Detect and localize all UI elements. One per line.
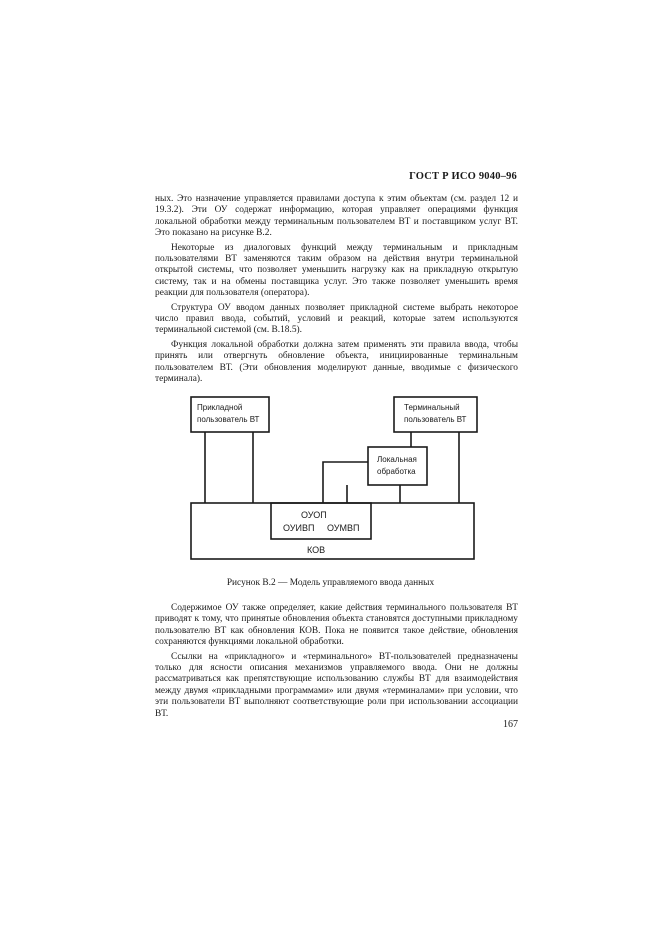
page-number: 167	[503, 719, 518, 730]
local-label-2: обработка	[377, 467, 416, 476]
inner-label-1: ОУОП	[301, 510, 327, 520]
inner-ou-box	[271, 503, 371, 539]
document-header: ГОСТ Р ИСО 9040–96	[409, 171, 517, 182]
terminal-user-label-2: пользователь ВТ	[404, 415, 467, 424]
local-processing-box	[368, 447, 427, 485]
paragraph: Функция локальной обработки должна затем применять эти правила ввода, чтобы принять или отвергнуть обновление объекта, инициированные терминальным пользователем ВТ. (Эти обновления моделируют данные, вводимые с физического терминала).	[155, 339, 518, 385]
app-user-box	[191, 397, 269, 432]
inner-label-2a: ОУИВП	[283, 523, 315, 533]
inner-label-2b: ОУМВП	[327, 523, 360, 533]
figure-caption: Рисунок В.2 — Модель управляемого ввода данных	[226, 578, 435, 588]
local-to-inner-line	[323, 462, 368, 503]
paragraph: Содержимое ОУ также определяет, какие действия терминального пользователя ВТ приводят к тому, что принятые обновления объекта становятся доступными прикладному пользователю ВТ как обновления КОВ. Пока не появится такое действие, обновления сохраняются функциями локальной обработки.	[155, 603, 518, 648]
terminal-user-box	[394, 397, 477, 432]
app-user-label-2: пользователь ВТ	[197, 415, 260, 424]
paragraph: Ссылки на «прикладного» и «терминального» ВТ-пользователей предназначены только для ясности описания механизмов управляемого ввода. Они не должны рассматриваться как препятствующие использованию службы ВТ для взаимодействия между двумя «прикладными программами» или двумя «терминалами» при условии, что эти пользователи ВТ выполняют соответствующие роли при использовании ассоциации ВТ.	[155, 651, 518, 719]
terminal-user-label-1: Терминальный	[404, 403, 460, 412]
kov-label: КОВ	[307, 545, 326, 555]
app-user-label-1: Прикладной	[197, 403, 243, 412]
paragraph: Некоторые из диалоговых функций между терминальным и прикладным пользователями ВТ заменяются таким образом на действия внутри терминальной открытой системы, что позволяет уменьшить нагрузку как на прикладную открытую систему, так и на обмены поставщика услуг. Это также позволяет уменьшить время реакции для пользователя (оператора).	[155, 242, 518, 299]
paragraph: Структура ОУ вводом данных позволяет прикладной системе выбрать некоторое число правил ввода, событий, условий и реакций, которые затем используются терминальной системой (см. В.18.5).	[155, 302, 518, 336]
top-text-block	[155, 194, 518, 389]
paragraph: ных. Это назначение управляется правилами доступа к этим объектам (см. раздел 12 и 19.3.2). Эти ОУ содержат информацию, которая управляет операциями функция локальной обработки между терминальным пользователем ВТ и поставщиком услуг ВТ. Это показано на рисунке В.2.	[155, 194, 518, 239]
bottom-text-block	[155, 603, 518, 723]
local-label-1: Локальная	[377, 455, 417, 464]
kov-box	[191, 503, 474, 559]
